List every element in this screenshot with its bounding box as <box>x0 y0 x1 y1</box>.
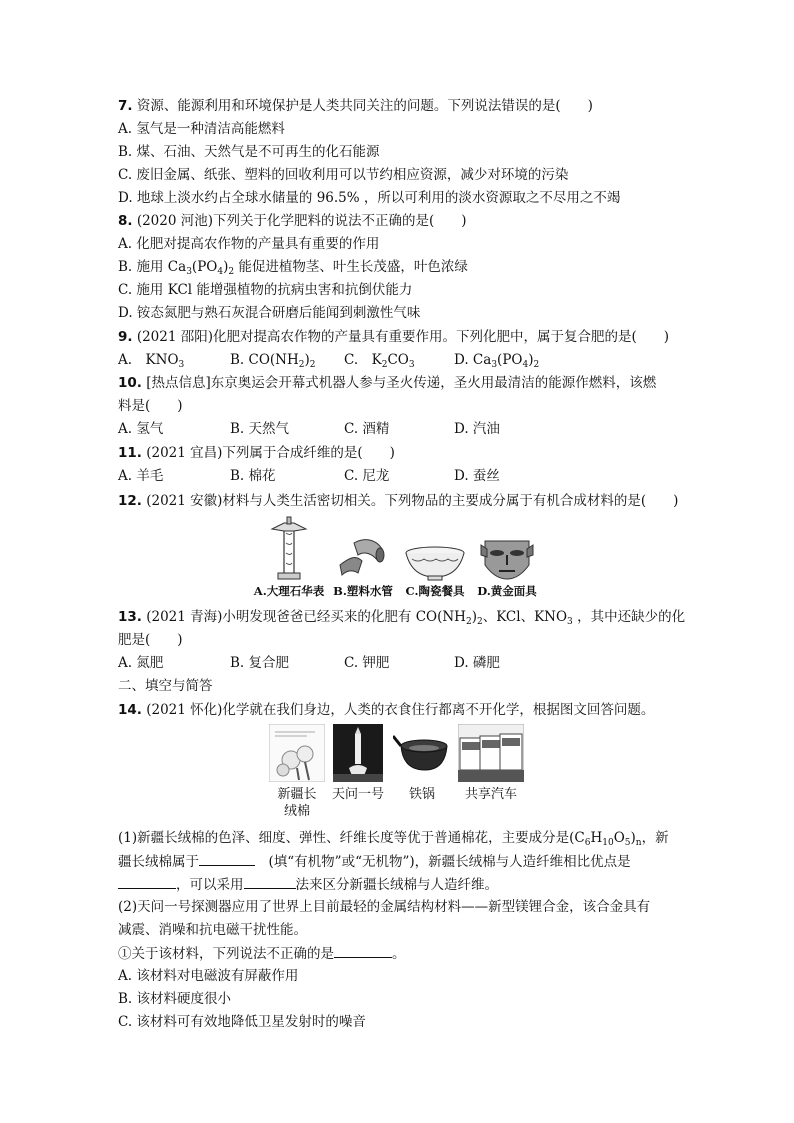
q13-option-b: B. 复合肥 <box>230 655 290 671</box>
q14-p1-text-5: ，新 <box>641 830 669 846</box>
q14-figure-tianwen <box>328 724 388 803</box>
q14-option-c: C. 该材料可有效地降低卫星发射时的噪音 <box>118 1014 366 1030</box>
q9-d-sub-3: 2 <box>533 360 540 370</box>
q14-part1-line2 <box>118 851 631 872</box>
q12-stem <box>118 491 678 511</box>
q9-d-sub: 3 <box>491 360 498 370</box>
q12-caption-c: C.陶瓷餐具 <box>405 584 465 598</box>
q9-b-sub: 2 <box>298 360 305 370</box>
q12-caption-d: D.黄金面具 <box>477 584 537 598</box>
q10-stem <box>118 373 656 393</box>
q10-option-a: A. 氢气 <box>118 421 164 437</box>
q14-blank-3[interactable] <box>244 874 296 889</box>
q14-stem-text: (2021 怀化)化学就在我们身边，人类的衣食住行都离不开化学，根据图文回答问题。 <box>146 702 655 718</box>
q14-p1-sub-4: n <box>635 838 642 848</box>
q10-option-d: D. 汽油 <box>454 421 500 437</box>
q14-p1-sub-3: 5 <box>624 838 631 848</box>
q8-b-sub-3: 2 <box>228 267 235 277</box>
q14-caption-wok: 铁锅 <box>408 787 435 802</box>
q12-figure-b <box>326 531 400 599</box>
q14-p1-line2-text: 疆长绒棉属于 <box>118 854 199 870</box>
q11-option-c: C. 尼龙 <box>344 468 390 484</box>
iron-wok-photo-icon <box>393 724 451 782</box>
q9-a-text: A. KNO <box>118 352 179 368</box>
q11-stem <box>118 443 395 463</box>
q11-stem-text: (2021 宜昌)下列属于合成纤维的是( ) <box>146 445 395 461</box>
q13-sub-2: 2 <box>476 617 483 627</box>
q13-sub-1: 2 <box>465 617 472 627</box>
q11-option-a: A. 羊毛 <box>118 468 164 484</box>
q10-stem-text-1: [热点信息]东京奥运会开幕式机器人参与圣火传递，圣火用最清洁的能源作燃料，该燃 <box>146 375 657 391</box>
ceramic-bowl-icon <box>404 545 466 581</box>
q8-b-text-1: B. 施用 Ca <box>118 259 187 275</box>
q12-figure-c <box>400 545 470 599</box>
marble-column-icon <box>266 515 312 581</box>
q9-d-sub-2: 4 <box>522 360 529 370</box>
gold-mask-icon <box>479 535 535 581</box>
q13-text-1: (2021 青海)小明发现爸爸已经买来的化肥有 CO(NH <box>146 609 466 625</box>
q9-c-text-2: CO <box>387 352 409 368</box>
q9-b-text: B. CO(NH <box>230 352 299 368</box>
q12-figure-a <box>252 515 326 599</box>
q14-option-b: B. 该材料硬度很小 <box>118 991 232 1007</box>
q14-figures <box>266 724 526 820</box>
cotton-photo-icon <box>269 724 325 782</box>
q7-stem-text: 资源、能源利用和环境保护是人类共同关注的问题。下列说法错误的是( ) <box>136 98 593 114</box>
q9-option-c <box>344 350 454 370</box>
q8-number: 8. <box>118 213 133 229</box>
q9-c-sub-2: 3 <box>408 360 415 370</box>
q9-d-text-2: (PO <box>497 352 523 368</box>
q11-option-d: D. 蚕丝 <box>454 468 500 484</box>
q14-figure-cotton <box>266 724 328 820</box>
q13-options <box>118 653 500 673</box>
q13-stem <box>118 607 685 627</box>
q14-caption-cars: 共享汽车 <box>464 787 517 802</box>
q7-option-a: A. 氢气是一种清洁高能燃料 <box>118 121 285 137</box>
q11-options <box>118 466 500 486</box>
q13-option-c: C. 钾肥 <box>344 655 390 671</box>
q9-option-b <box>230 350 344 370</box>
q10-options <box>118 419 500 439</box>
q14-figure-cars <box>456 724 526 803</box>
q13-option-a: A. 氮肥 <box>118 655 164 671</box>
shared-cars-photo-icon <box>458 724 524 782</box>
q14-caption-tianwen: 天问一号 <box>331 787 384 802</box>
q9-c-sub: 2 <box>381 360 388 370</box>
q8-b-text-2: (PO <box>191 259 218 275</box>
q10-option-b: B. 天然气 <box>230 421 290 437</box>
q12-stem-text: (2021 安徽)材料与人类生活密切相关。下列物品的主要成分属于有机合成材料的是( ) <box>146 493 679 509</box>
q9-b-text-2: ) <box>304 352 310 368</box>
q13-text-2: ) <box>471 609 477 625</box>
q14-part1-line3 <box>118 874 498 895</box>
q9-a-sub: 3 <box>178 360 185 370</box>
q11-number: 11. <box>118 445 142 461</box>
q8-b-sub-1: 3 <box>186 267 192 277</box>
q14-option-a: A. 该材料对电磁波有屏蔽作用 <box>118 968 299 984</box>
q14-p1-line3-end: 法来区分新疆长绒棉与人造纤维。 <box>295 877 498 893</box>
plastic-pipe-icon <box>336 531 390 581</box>
q10-number: 10. <box>118 375 142 391</box>
q14-p1-sub-1: 6 <box>584 838 591 848</box>
q13-sub-3: 3 <box>567 617 573 627</box>
q9-d-text: D. Ca <box>454 352 492 368</box>
q7-stem <box>118 96 593 116</box>
q9-stem <box>118 327 669 347</box>
q14-blank-1[interactable] <box>199 851 255 866</box>
q7-option-b: B. 煤、石油、天然气是不可再生的化石能源 <box>118 144 380 160</box>
q13-number: 13. <box>118 609 142 625</box>
q14-p1-line3-text: ，可以采用 <box>176 877 244 893</box>
q14-number: 14. <box>118 702 142 718</box>
q9-options <box>118 350 539 370</box>
q8-b-sub-2: 4 <box>217 267 224 277</box>
q14-caption-cotton <box>277 786 316 820</box>
q14-p2-question-text: ①关于该材料，下列说法不正确的是 <box>118 946 334 962</box>
q13-text-3: 、KCl、KNO <box>482 609 568 625</box>
q7-number: 7. <box>118 98 133 114</box>
q14-p2-question-end: 。 <box>392 946 406 962</box>
q14-caption-cotton-line1: 新疆长 <box>277 787 317 802</box>
q13-option-d: D. 磷肥 <box>454 655 500 671</box>
q9-stem-text: (2021 邵阳)化肥对提高农作物的产量具有重要作用。下列化肥中，属于复合肥的是( ) <box>136 329 670 345</box>
q9-d-text-3: ) <box>528 352 534 368</box>
q8-option-b <box>118 257 468 277</box>
q14-p1-text-2: H <box>590 830 603 846</box>
q14-part2-question <box>118 943 406 964</box>
q8-stem-text: (2020 河池)下列关于化学肥料的说法不正确的是( ) <box>136 213 467 229</box>
q13-text-4: ，其中还缺少的化 <box>572 609 686 625</box>
q7-option-c: C. 废旧金属、纸张、塑料的回收利用可以节约相应资源，减少对环境的污染 <box>118 167 569 183</box>
q14-p1-sub-2: 10 <box>602 838 614 848</box>
q8-option-d: D. 铵态氮肥与熟石灰混合研磨后能闻到刺激性气味 <box>118 305 421 321</box>
q14-p1-text-1: (1)新疆长绒棉的色泽、细度、弹性、纤维长度等优于普通棉花，主要成分是(C <box>118 830 585 846</box>
q9-c-text: C. K <box>344 352 382 368</box>
q14-p1-line2-post: (填“有机物”或“无机物”)，新疆长绒棉与人造纤维相比优点是 <box>255 854 631 870</box>
q8-option-a: A. 化肥对提高农作物的产量具有重要的作用 <box>118 236 380 252</box>
q11-option-b: B. 棉花 <box>230 468 276 484</box>
q9-b-sub-2: 2 <box>309 360 316 370</box>
q8-stem <box>118 211 467 231</box>
q7-option-d: D. 地球上淡水约占全球水储量的 96.5% ，所以可利用的淡水资源取之不尽用之不竭 <box>118 190 621 206</box>
q8-b-text-3: ) <box>223 259 229 275</box>
q12-caption-a: A.大理石华表 <box>253 584 325 598</box>
q10-option-c: C. 酒精 <box>344 421 390 437</box>
q14-figure-wok <box>388 724 456 803</box>
q14-p1-text-3: O <box>613 830 625 846</box>
q14-blank-4[interactable] <box>334 943 392 958</box>
q9-option-a <box>118 350 230 370</box>
q10-stem-text-2: 料是( ) <box>118 398 183 414</box>
q14-part1-line1 <box>118 828 669 848</box>
q14-p1-text-4: ) <box>630 830 636 846</box>
section-heading-fill-in: 二、填空与简答 <box>118 678 213 694</box>
q9-number: 9. <box>118 329 133 345</box>
q14-part2-line2: 减震、消噪和抗电磁干扰性能。 <box>118 922 307 938</box>
q14-part2-line1: (2)天问一号探测器应用了世界上目前最轻的金属结构材料——新型镁锂合金，该合金具有 <box>118 899 651 915</box>
q8-option-c: C. 施用 KCl 能增强植物的抗病虫害和抗倒伏能力 <box>118 282 413 298</box>
tianwen-rocket-photo-icon <box>333 724 383 782</box>
q13-stem-line2: 肥是( ) <box>118 632 183 648</box>
q14-blank-2[interactable] <box>118 874 176 889</box>
q12-figures <box>252 515 544 599</box>
q9-option-d <box>454 350 539 370</box>
q12-number: 12. <box>118 493 142 509</box>
q12-figure-d <box>470 535 544 599</box>
q14-stem <box>118 700 654 720</box>
q8-b-text-4: 能促进植物茎、叶生长茂盛，叶色浓绿 <box>234 259 468 275</box>
q14-caption-cotton-line2: 绒棉 <box>283 804 310 819</box>
q12-caption-b: B.塑料水管 <box>333 584 393 598</box>
